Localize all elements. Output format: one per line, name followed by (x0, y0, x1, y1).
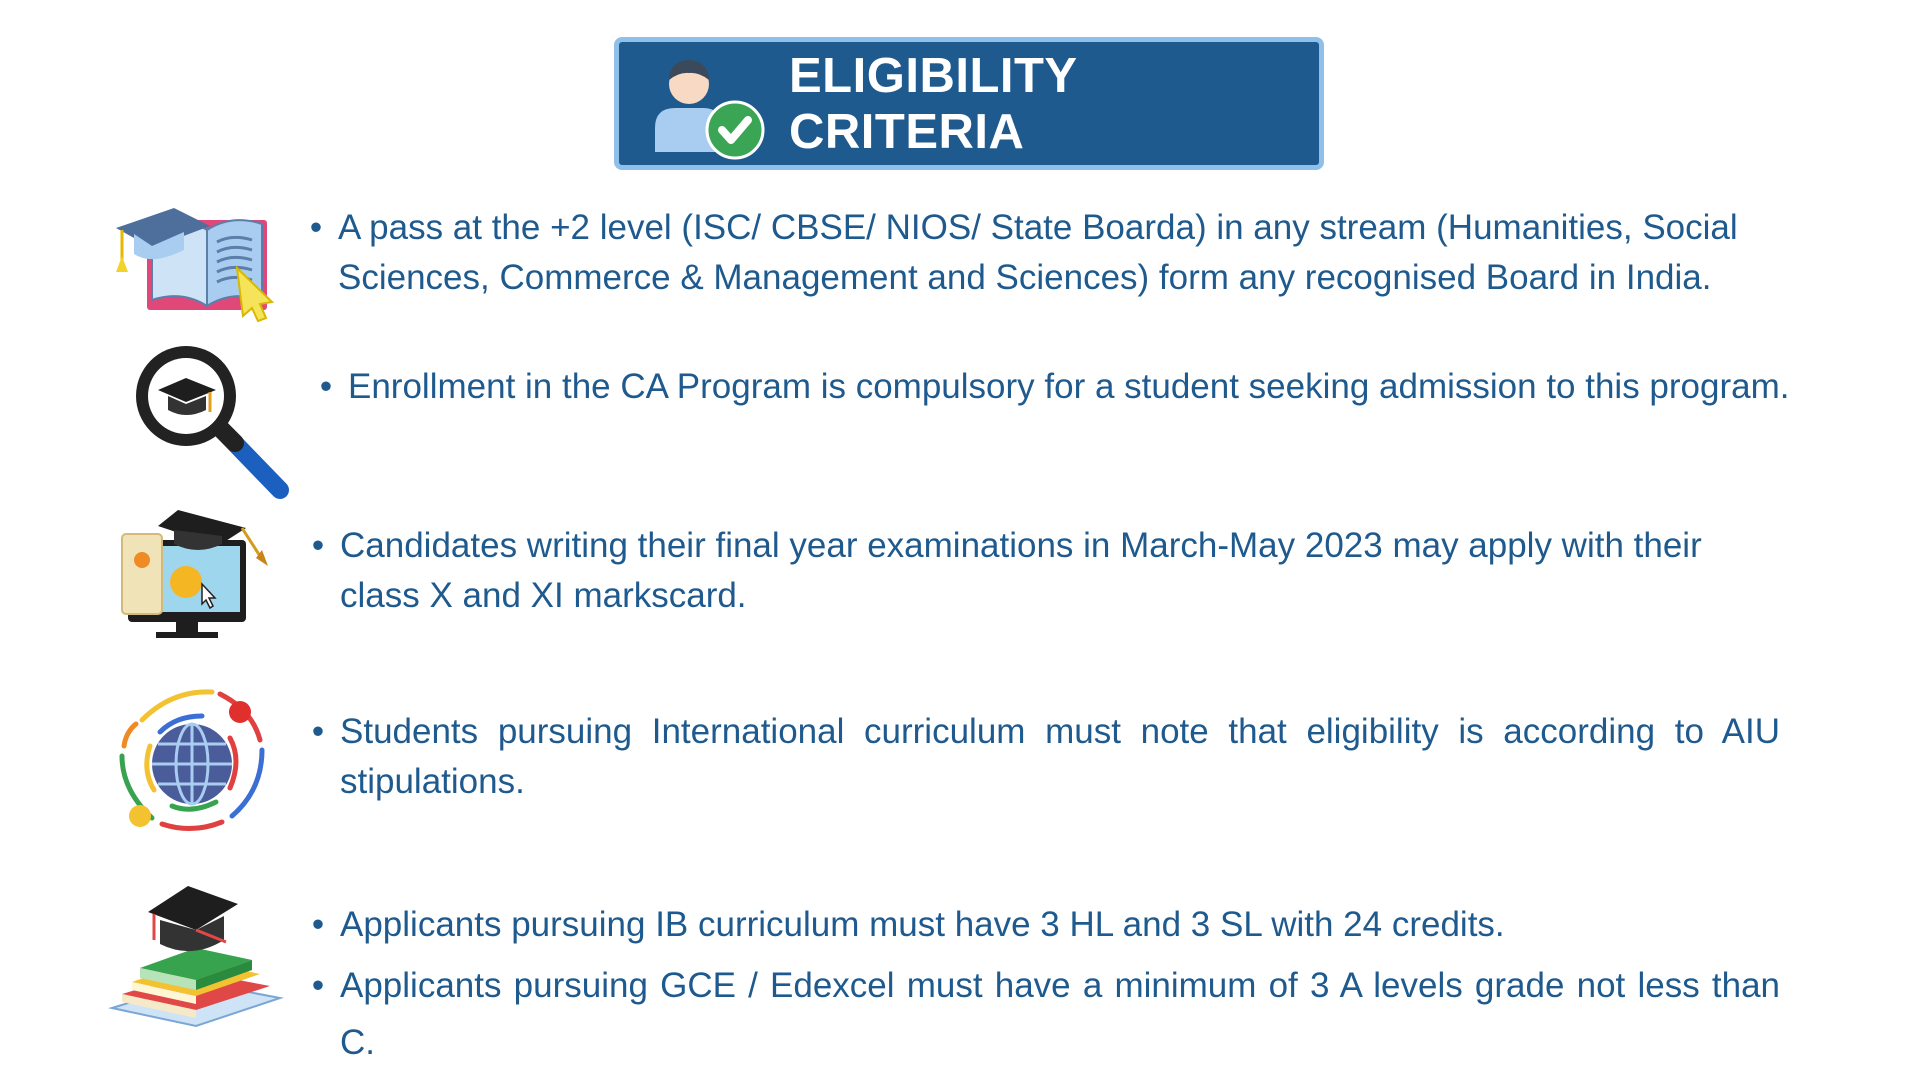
bullet-point: • (311, 905, 325, 944)
page-title: ELIGIBILITY CRITERIA (789, 48, 1077, 159)
criterion-text: Candidates writing their final year examinations in March-May 2023 may apply with their class X and XI markscard. (340, 526, 1702, 615)
criterion-item (308, 957, 1780, 1071)
bullet-point: • (309, 208, 323, 247)
title-banner (614, 37, 1324, 170)
criterion-text: Applicants pursuing GCE / Edexcel must have a minimum of 3 A levels grade not less than C. (340, 966, 1780, 1062)
criterion-item (308, 707, 1780, 807)
bullet-point: • (311, 526, 325, 565)
criterion-item (306, 203, 1786, 303)
magnifier-graduation-cap-icon (130, 340, 290, 500)
criterion-text: Enrollment in the CA Program is compulsory for a student seeking admission to this program. (348, 367, 1790, 406)
criterion-text: Students pursuing International curriculum must note that eligibility is according to AIU stipulations. (340, 712, 1780, 801)
globe-orbit-icon (112, 680, 272, 840)
criterion-item (308, 900, 1788, 950)
books-graduation-cap-icon (108, 882, 286, 1028)
bullet-point: • (319, 367, 333, 406)
bullet-point: • (311, 966, 325, 1005)
bullet-point: • (311, 712, 325, 751)
criterion-text: A pass at the +2 level (ISC/ CBSE/ NIOS/ State Boarda) in any stream (Humanities, Social Sciences, Commerce & Management and Sciences) form any recognised Board in India. (338, 208, 1738, 297)
graduation-book-icon (112, 190, 282, 322)
monitor-certificate-icon (118, 510, 286, 642)
criterion-item (316, 362, 1792, 412)
criterion-item (308, 521, 1788, 621)
user-check-icon (651, 56, 769, 160)
criterion-text: Applicants pursuing IB curriculum must have 3 HL and 3 SL with 24 credits. (340, 905, 1505, 944)
